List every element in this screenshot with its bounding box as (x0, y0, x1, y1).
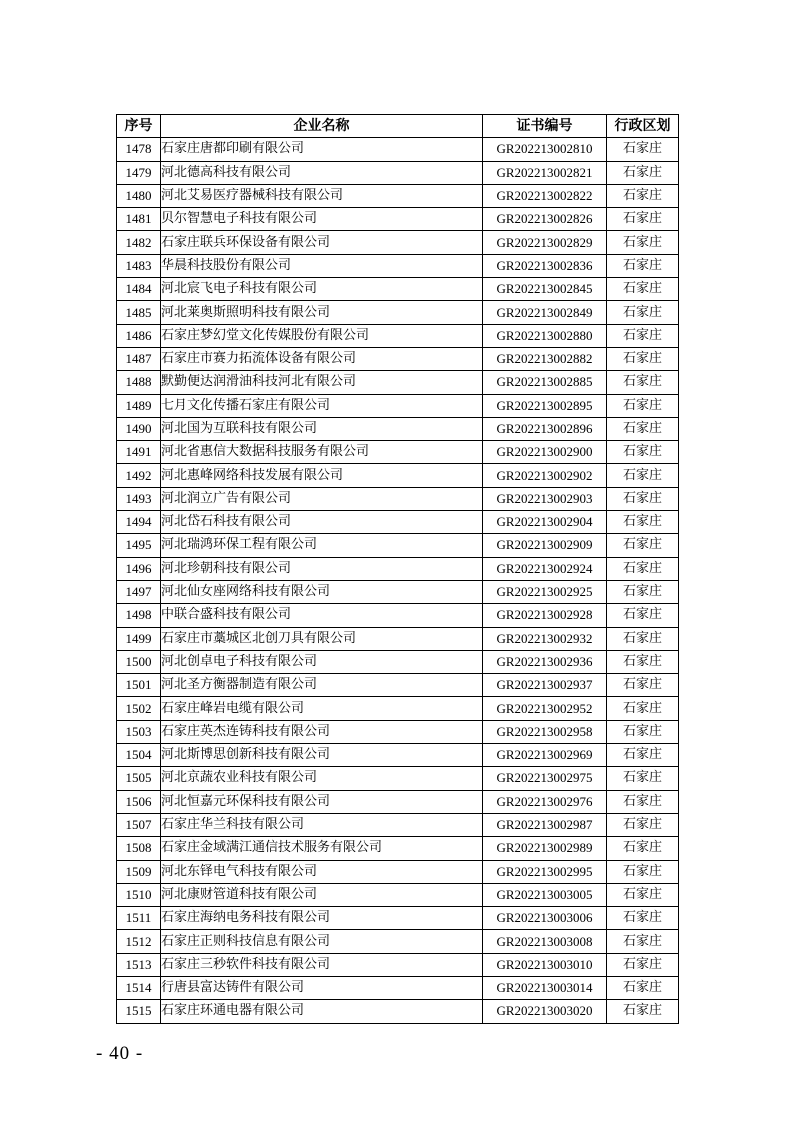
region-cell: 石家庄 (607, 697, 679, 720)
header-serial-number: 序号 (117, 115, 161, 138)
serial-number-cell: 1488 (117, 371, 161, 394)
serial-number-cell: 1483 (117, 254, 161, 277)
header-company-name: 企业名称 (161, 115, 483, 138)
serial-number-cell: 1503 (117, 720, 161, 743)
region-cell: 石家庄 (607, 650, 679, 673)
region-cell: 石家庄 (607, 278, 679, 301)
certificate-number-cell: GR202213002845 (483, 278, 607, 301)
region-cell: 石家庄 (607, 674, 679, 697)
region-cell: 石家庄 (607, 790, 679, 813)
table-row (117, 487, 679, 510)
company-name-cell: 石家庄金域满江通信技术服务有限公司 (161, 837, 483, 860)
region-cell: 石家庄 (607, 254, 679, 277)
certificate-number-cell: GR202213002836 (483, 254, 607, 277)
region-cell: 石家庄 (607, 417, 679, 440)
company-name-cell: 河北创卓电子科技有限公司 (161, 650, 483, 673)
serial-number-cell: 1489 (117, 394, 161, 417)
region-cell: 石家庄 (607, 161, 679, 184)
serial-number-cell: 1512 (117, 930, 161, 953)
company-name-cell: 河北润立广告有限公司 (161, 487, 483, 510)
certificate-number-cell: GR202213002937 (483, 674, 607, 697)
region-cell: 石家庄 (607, 860, 679, 883)
page-number: - 40 - (96, 1043, 144, 1064)
certificate-number-cell: GR202213002958 (483, 720, 607, 743)
company-table (116, 114, 679, 1024)
table-row (117, 441, 679, 464)
serial-number-cell: 1485 (117, 301, 161, 324)
region-cell: 石家庄 (607, 231, 679, 254)
region-cell: 石家庄 (607, 627, 679, 650)
certificate-number-cell: GR202213002849 (483, 301, 607, 324)
table-row (117, 394, 679, 417)
table-row (117, 813, 679, 836)
table-row (117, 161, 679, 184)
header-certificate-number: 证书编号 (483, 115, 607, 138)
company-name-cell: 河北恒嘉元环保科技有限公司 (161, 790, 483, 813)
serial-number-cell: 1497 (117, 580, 161, 603)
company-name-cell: 行唐县富达铸件有限公司 (161, 976, 483, 999)
region-cell: 石家庄 (607, 511, 679, 534)
company-name-cell: 石家庄市藁城区北创刀具有限公司 (161, 627, 483, 650)
serial-number-cell: 1514 (117, 976, 161, 999)
region-cell: 石家庄 (607, 580, 679, 603)
table-row (117, 534, 679, 557)
company-name-cell: 石家庄英杰连铸科技有限公司 (161, 720, 483, 743)
table-row (117, 278, 679, 301)
company-name-cell: 华晨科技股份有限公司 (161, 254, 483, 277)
certificate-number-cell: GR202213002987 (483, 813, 607, 836)
company-name-cell: 石家庄海纳电务科技有限公司 (161, 907, 483, 930)
certificate-number-cell: GR202213002969 (483, 744, 607, 767)
serial-number-cell: 1500 (117, 650, 161, 673)
region-cell: 石家庄 (607, 953, 679, 976)
serial-number-cell: 1513 (117, 953, 161, 976)
region-cell: 石家庄 (607, 208, 679, 231)
table-row (117, 138, 679, 161)
table-row (117, 650, 679, 673)
table-row (117, 674, 679, 697)
serial-number-cell: 1507 (117, 813, 161, 836)
company-name-cell: 河北德高科技有限公司 (161, 161, 483, 184)
region-cell: 石家庄 (607, 976, 679, 999)
region-cell: 石家庄 (607, 767, 679, 790)
region-cell: 石家庄 (607, 883, 679, 906)
serial-number-cell: 1502 (117, 697, 161, 720)
certificate-number-cell: GR202213002925 (483, 580, 607, 603)
table-row (117, 837, 679, 860)
certificate-number-cell: GR202213002880 (483, 324, 607, 347)
certificate-number-cell: GR202213002995 (483, 860, 607, 883)
table-row (117, 347, 679, 370)
certificate-number-cell: GR202213002952 (483, 697, 607, 720)
table-header-row (117, 115, 679, 138)
company-name-cell: 河北惠峰网络科技发展有限公司 (161, 464, 483, 487)
region-cell: 石家庄 (607, 837, 679, 860)
company-name-cell: 默勤便达润滑油科技河北有限公司 (161, 371, 483, 394)
table-row (117, 604, 679, 627)
company-name-cell: 石家庄三秒软件科技有限公司 (161, 953, 483, 976)
region-cell: 石家庄 (607, 347, 679, 370)
serial-number-cell: 1494 (117, 511, 161, 534)
serial-number-cell: 1479 (117, 161, 161, 184)
serial-number-cell: 1498 (117, 604, 161, 627)
table-row (117, 324, 679, 347)
serial-number-cell: 1486 (117, 324, 161, 347)
table-row (117, 184, 679, 207)
table-row (117, 627, 679, 650)
table-row (117, 860, 679, 883)
region-cell: 石家庄 (607, 371, 679, 394)
region-cell: 石家庄 (607, 604, 679, 627)
certificate-number-cell: GR202213002826 (483, 208, 607, 231)
company-name-cell: 河北斯博思创新科技有限公司 (161, 744, 483, 767)
serial-number-cell: 1487 (117, 347, 161, 370)
certificate-number-cell: GR202213002882 (483, 347, 607, 370)
certificate-number-cell: GR202213002989 (483, 837, 607, 860)
table-row (117, 231, 679, 254)
certificate-number-cell: GR202213002829 (483, 231, 607, 254)
company-name-cell: 河北圣方衡器制造有限公司 (161, 674, 483, 697)
certificate-number-cell: GR202213002895 (483, 394, 607, 417)
certificate-number-cell: GR202213002936 (483, 650, 607, 673)
serial-number-cell: 1499 (117, 627, 161, 650)
table-row (117, 790, 679, 813)
table-row (117, 464, 679, 487)
serial-number-cell: 1495 (117, 534, 161, 557)
serial-number-cell: 1505 (117, 767, 161, 790)
serial-number-cell: 1515 (117, 1000, 161, 1023)
region-cell: 石家庄 (607, 744, 679, 767)
company-name-cell: 河北莱奥斯照明科技有限公司 (161, 301, 483, 324)
certificate-number-cell: GR202213002902 (483, 464, 607, 487)
certificate-number-cell: GR202213002885 (483, 371, 607, 394)
region-cell: 石家庄 (607, 907, 679, 930)
region-cell: 石家庄 (607, 184, 679, 207)
serial-number-cell: 1496 (117, 557, 161, 580)
certificate-number-cell: GR202213002976 (483, 790, 607, 813)
certificate-number-cell: GR202213002810 (483, 138, 607, 161)
serial-number-cell: 1478 (117, 138, 161, 161)
table-row (117, 720, 679, 743)
serial-number-cell: 1481 (117, 208, 161, 231)
table-row (117, 697, 679, 720)
company-name-cell: 河北康财管道科技有限公司 (161, 883, 483, 906)
serial-number-cell: 1480 (117, 184, 161, 207)
certificate-number-cell: GR202213003020 (483, 1000, 607, 1023)
company-name-cell: 河北瑞鸿环保工程有限公司 (161, 534, 483, 557)
company-name-cell: 石家庄联兵环保设备有限公司 (161, 231, 483, 254)
region-cell: 石家庄 (607, 487, 679, 510)
serial-number-cell: 1493 (117, 487, 161, 510)
region-cell: 石家庄 (607, 534, 679, 557)
table-row (117, 767, 679, 790)
certificate-number-cell: GR202213002821 (483, 161, 607, 184)
company-name-cell: 河北仙女座网络科技有限公司 (161, 580, 483, 603)
company-name-cell: 河北国为互联科技有限公司 (161, 417, 483, 440)
serial-number-cell: 1484 (117, 278, 161, 301)
table-row (117, 371, 679, 394)
company-name-cell: 河北东铎电气科技有限公司 (161, 860, 483, 883)
region-cell: 石家庄 (607, 138, 679, 161)
company-name-cell: 河北宸飞电子科技有限公司 (161, 278, 483, 301)
certificate-number-cell: GR202213003010 (483, 953, 607, 976)
certificate-number-cell: GR202213002904 (483, 511, 607, 534)
table-row (117, 907, 679, 930)
table-row (117, 208, 679, 231)
serial-number-cell: 1501 (117, 674, 161, 697)
company-name-cell: 河北艾易医疗器械科技有限公司 (161, 184, 483, 207)
company-name-cell: 中联合盛科技有限公司 (161, 604, 483, 627)
company-name-cell: 河北岱石科技有限公司 (161, 511, 483, 534)
serial-number-cell: 1510 (117, 883, 161, 906)
region-cell: 石家庄 (607, 1000, 679, 1023)
company-name-cell: 河北珍朝科技有限公司 (161, 557, 483, 580)
company-name-cell: 河北省惠信大数据科技服务有限公司 (161, 441, 483, 464)
header-region: 行政区划 (607, 115, 679, 138)
region-cell: 石家庄 (607, 324, 679, 347)
certificate-number-cell: GR202213002928 (483, 604, 607, 627)
table-row (117, 953, 679, 976)
certificate-number-cell: GR202213003008 (483, 930, 607, 953)
certificate-number-cell: GR202213002822 (483, 184, 607, 207)
region-cell: 石家庄 (607, 557, 679, 580)
table-row (117, 580, 679, 603)
table-row (117, 511, 679, 534)
certificate-number-cell: GR202213002975 (483, 767, 607, 790)
region-cell: 石家庄 (607, 720, 679, 743)
company-name-cell: 七月文化传播石家庄有限公司 (161, 394, 483, 417)
serial-number-cell: 1490 (117, 417, 161, 440)
serial-number-cell: 1508 (117, 837, 161, 860)
company-name-cell: 石家庄峰岩电缆有限公司 (161, 697, 483, 720)
table-row (117, 1000, 679, 1023)
company-name-cell: 石家庄环通电器有限公司 (161, 1000, 483, 1023)
table-row (117, 744, 679, 767)
company-name-cell: 石家庄华兰科技有限公司 (161, 813, 483, 836)
table-row (117, 930, 679, 953)
certificate-number-cell: GR202213003014 (483, 976, 607, 999)
serial-number-cell: 1509 (117, 860, 161, 883)
region-cell: 石家庄 (607, 301, 679, 324)
table-row (117, 417, 679, 440)
region-cell: 石家庄 (607, 441, 679, 464)
serial-number-cell: 1504 (117, 744, 161, 767)
serial-number-cell: 1506 (117, 790, 161, 813)
certificate-number-cell: GR202213002909 (483, 534, 607, 557)
certificate-number-cell: GR202213003006 (483, 907, 607, 930)
table-row (117, 976, 679, 999)
serial-number-cell: 1491 (117, 441, 161, 464)
serial-number-cell: 1492 (117, 464, 161, 487)
company-name-cell: 石家庄唐都印刷有限公司 (161, 138, 483, 161)
serial-number-cell: 1482 (117, 231, 161, 254)
certificate-number-cell: GR202213002932 (483, 627, 607, 650)
table-body (117, 138, 679, 1023)
table-row (117, 301, 679, 324)
certificate-number-cell: GR202213002903 (483, 487, 607, 510)
certificate-number-cell: GR202213003005 (483, 883, 607, 906)
region-cell: 石家庄 (607, 464, 679, 487)
company-name-cell: 贝尔智慧电子科技有限公司 (161, 208, 483, 231)
company-name-cell: 河北京蔬农业科技有限公司 (161, 767, 483, 790)
table-row (117, 883, 679, 906)
certificate-number-cell: GR202213002900 (483, 441, 607, 464)
region-cell: 石家庄 (607, 813, 679, 836)
company-name-cell: 石家庄正则科技信息有限公司 (161, 930, 483, 953)
company-name-cell: 石家庄市赛力拓流体设备有限公司 (161, 347, 483, 370)
company-name-cell: 石家庄梦幻堂文化传媒股份有限公司 (161, 324, 483, 347)
certificate-number-cell: GR202213002924 (483, 557, 607, 580)
serial-number-cell: 1511 (117, 907, 161, 930)
region-cell: 石家庄 (607, 930, 679, 953)
table-row (117, 254, 679, 277)
table-row (117, 557, 679, 580)
region-cell: 石家庄 (607, 394, 679, 417)
certificate-number-cell: GR202213002896 (483, 417, 607, 440)
